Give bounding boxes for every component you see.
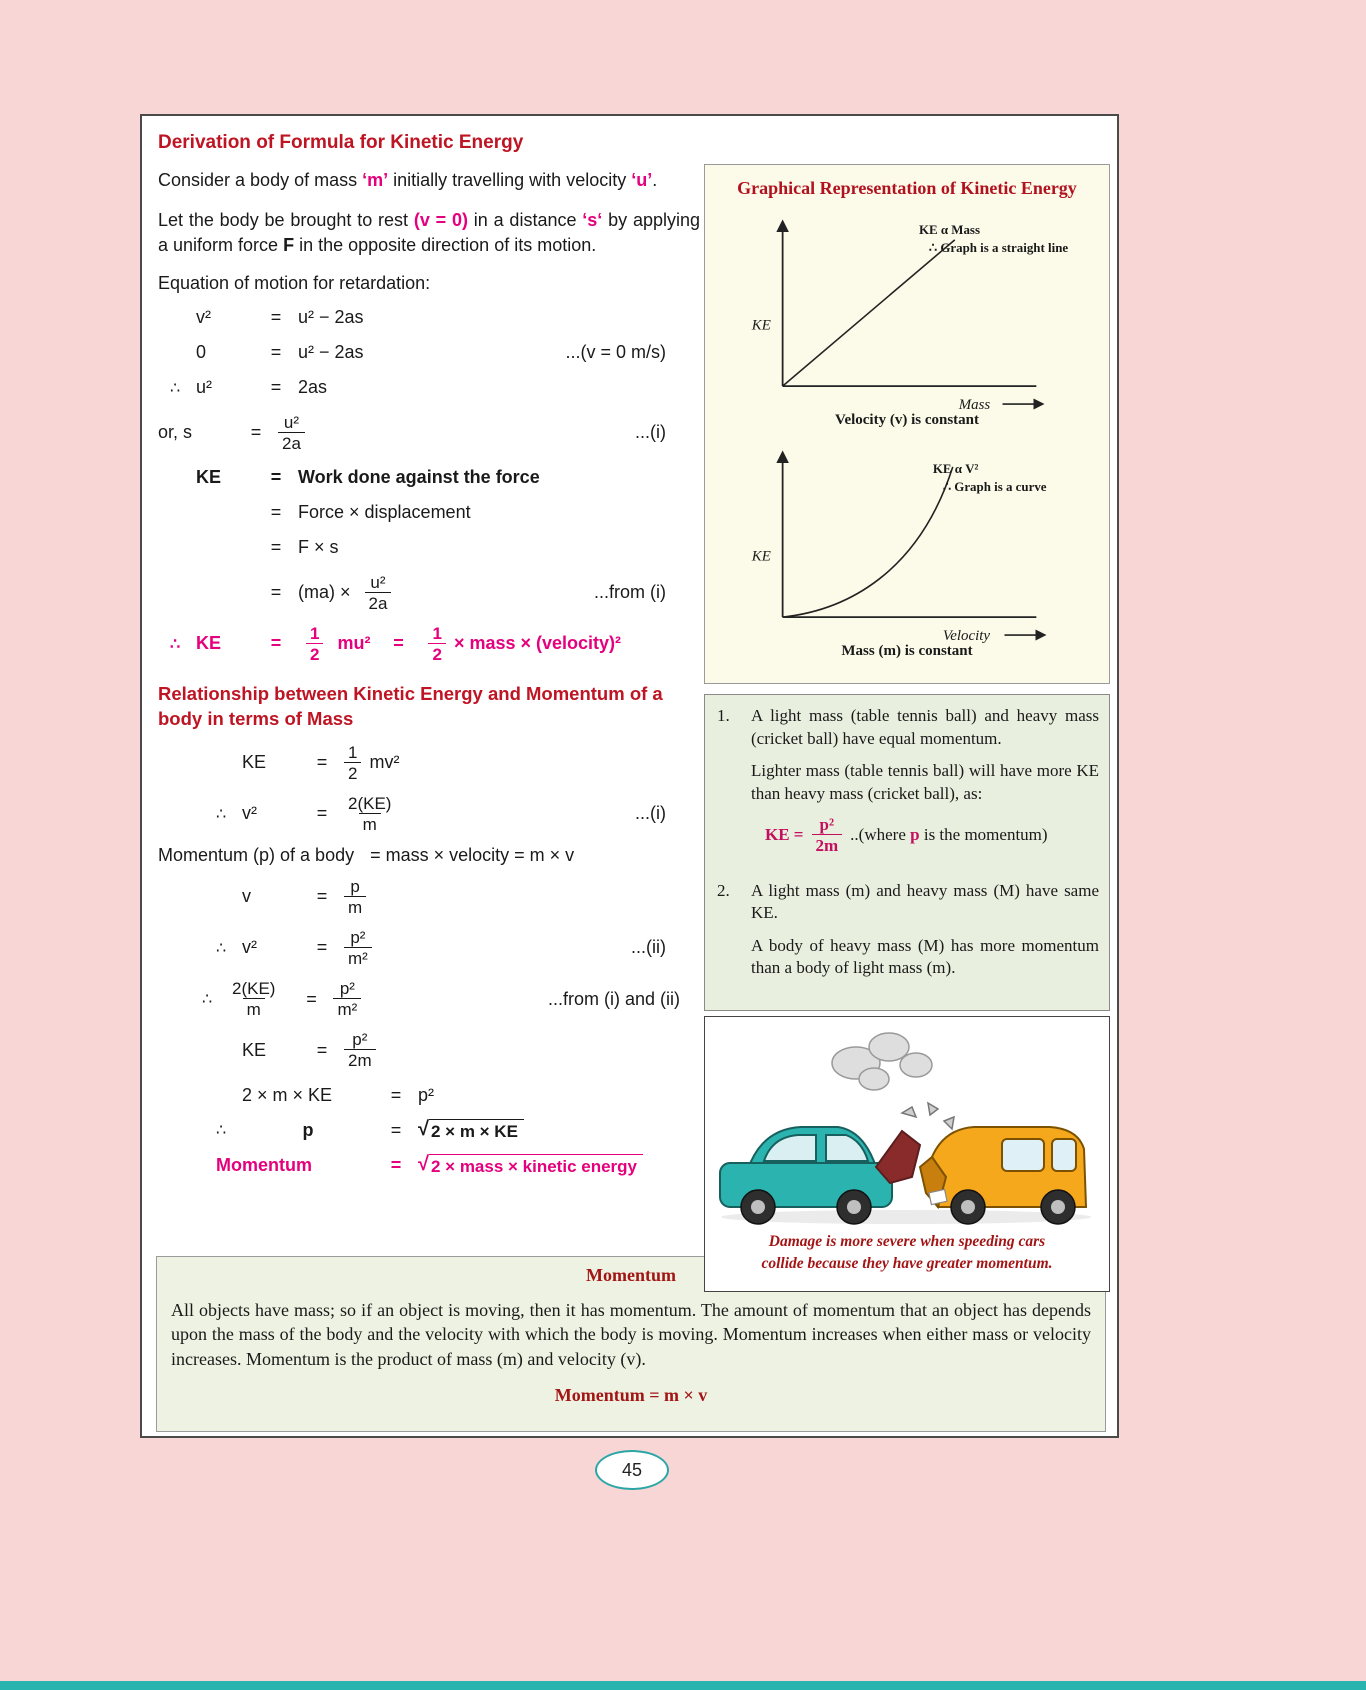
equals-sign: = bbox=[316, 886, 328, 907]
highlight-u: ‘u’ bbox=[631, 170, 653, 190]
equation-row-6 bbox=[158, 499, 700, 527]
equals-sign: = bbox=[316, 1039, 328, 1060]
momentum-formula: Momentum = m × v bbox=[554, 1385, 708, 1406]
fraction-denominator: m² bbox=[344, 947, 372, 968]
rel-row-7 bbox=[158, 1081, 700, 1109]
caption-line-2: collide because they have greater momentum. bbox=[761, 1255, 1053, 1273]
eq-lhs: v² bbox=[196, 307, 211, 328]
paragraph: A light mass (table tennis ball) and heavy mass (cricket ball) have equal momentum. bbox=[751, 706, 1099, 748]
eq-lhs: 2 × m × KE bbox=[242, 1084, 333, 1105]
eq-lhs: KE bbox=[242, 1039, 267, 1060]
fraction bbox=[306, 624, 323, 664]
highlight-v0: (v = 0) bbox=[413, 209, 468, 230]
equation-row-1 bbox=[158, 304, 700, 332]
therefore-symbol: ∴ bbox=[216, 805, 227, 823]
fraction bbox=[344, 877, 366, 917]
list-item bbox=[713, 880, 1099, 990]
graph-annotation-2: ∴ Graph is a curve bbox=[942, 478, 1047, 494]
equals-sign: = bbox=[270, 502, 282, 523]
list-item bbox=[713, 705, 1099, 870]
eq-lhs: v² bbox=[242, 937, 257, 958]
equals-sign: = bbox=[270, 633, 282, 654]
section-heading: Relationship between Kinetic Energy and Momentum of a body in terms of Mass bbox=[158, 682, 663, 729]
equals-sign: = bbox=[270, 537, 282, 558]
equals-sign: = bbox=[270, 307, 282, 328]
eq-rhs: u² − 2as bbox=[298, 342, 364, 363]
highlight-s: ‘s‘ bbox=[582, 209, 603, 230]
momentum-definition-line bbox=[158, 845, 700, 866]
fraction-numerator: p² bbox=[350, 927, 366, 947]
formula-lhs: KE = bbox=[765, 825, 804, 845]
equals-sign: = bbox=[316, 752, 328, 773]
square-root bbox=[418, 1119, 524, 1142]
fraction-denominator: 2m bbox=[812, 834, 843, 855]
eq-tail: mv² bbox=[369, 752, 400, 773]
fraction-numerator: 1 bbox=[432, 623, 442, 643]
eq-lhs: v bbox=[242, 886, 251, 907]
fraction-denominator: m bbox=[243, 998, 265, 1019]
graph-annotation-1: KE α Mass bbox=[918, 221, 981, 237]
fraction-numerator: 2(KE) bbox=[232, 979, 276, 999]
radicand: 2 × mass × kinetic energy bbox=[429, 1154, 643, 1177]
list-text bbox=[751, 705, 1099, 870]
page-number: 45 bbox=[621, 1459, 643, 1480]
fraction bbox=[812, 815, 843, 855]
graph-caption: Mass (m) is constant bbox=[841, 642, 973, 659]
eq-tail: × mass × (velocity)² bbox=[453, 633, 622, 654]
therefore-symbol: ∴ bbox=[216, 939, 227, 957]
text-run: Momentum (p) of a body bbox=[158, 844, 355, 865]
fraction-numerator: p bbox=[350, 876, 360, 896]
fraction bbox=[344, 743, 361, 783]
equation-row-8 bbox=[158, 573, 700, 613]
eq-lhs: v² bbox=[242, 803, 257, 824]
eq-lhs: KE bbox=[196, 467, 222, 488]
ground-shadow bbox=[721, 1210, 1091, 1224]
crumpled-hood bbox=[876, 1131, 920, 1183]
eq-lhs: or, s bbox=[158, 422, 193, 443]
formula-note bbox=[850, 824, 1047, 847]
straight-line-plot bbox=[783, 239, 955, 385]
equation-row-5 bbox=[158, 464, 700, 492]
intro-paragraph-1 bbox=[158, 168, 700, 194]
equals-sign: = bbox=[270, 342, 282, 363]
equals-sign: = bbox=[316, 937, 328, 958]
eq-lhs: KE bbox=[196, 633, 222, 654]
rel-row-6 bbox=[158, 1030, 700, 1070]
debris bbox=[902, 1103, 954, 1129]
car-collision-panel bbox=[704, 1016, 1110, 1292]
text-run: . bbox=[652, 170, 658, 190]
highlight-m: ‘m’ bbox=[362, 170, 389, 190]
car-caption bbox=[705, 1231, 1109, 1276]
therefore-symbol: ∴ bbox=[202, 991, 213, 1009]
text-run: is the momentum) bbox=[919, 825, 1048, 845]
equals-sign: = bbox=[390, 1084, 402, 1105]
fraction-numerator: p² bbox=[339, 979, 355, 999]
ke-vs-mass-graph bbox=[708, 204, 1106, 416]
graph-panel bbox=[704, 164, 1110, 684]
eq-lhs: 0 bbox=[196, 342, 207, 363]
fraction-numerator: p² bbox=[352, 1030, 368, 1050]
therefore-symbol: ∴ bbox=[170, 635, 181, 653]
paragraph: A light mass (m) and heavy mass (M) have same KE. bbox=[751, 880, 1099, 923]
intro-paragraph-2 bbox=[158, 208, 700, 259]
text-run: ..(where bbox=[850, 825, 911, 845]
eq-mid: mu² bbox=[337, 633, 371, 654]
equals-sign: = bbox=[306, 988, 317, 1009]
momentum-heading: Momentum bbox=[586, 1265, 676, 1285]
rel-row-8 bbox=[158, 1116, 700, 1144]
highlight-p: p bbox=[910, 825, 920, 845]
x-axis-label: Mass bbox=[958, 396, 991, 413]
equals-sign: = bbox=[270, 467, 282, 488]
paragraph: Lighter mass (table tennis ball) will have more KE than heavy mass (cricket ball), as: bbox=[751, 761, 1099, 803]
momentum-paragraph: All objects have mass; so if an object is moving, then it has momentum. The amount of momentum that an object has depends upon the mass of the body and the velocity with which the body is moving. Momentum increases when either mass or velocity increases. Momentum is the product of mass (m) and velocity (v). bbox=[171, 1300, 1091, 1369]
fraction-numerator: 1 bbox=[348, 742, 358, 762]
eq-note: ...(i) bbox=[635, 422, 666, 443]
fraction-denominator: 2 bbox=[428, 643, 445, 664]
eq-lhs: KE bbox=[242, 752, 267, 773]
fraction-numerator: p² bbox=[819, 815, 835, 835]
ke-vs-velocity-graph bbox=[708, 435, 1106, 647]
x-axis-label: Velocity bbox=[942, 627, 991, 644]
fraction-denominator: m bbox=[344, 896, 366, 917]
fraction-denominator: 2 bbox=[344, 762, 361, 783]
page-title: Derivation of Formula for Kinetic Energy bbox=[158, 132, 524, 153]
radicand: 2 × m × KE bbox=[429, 1119, 524, 1142]
fraction-denominator: 2a bbox=[365, 592, 392, 613]
therefore-symbol: ∴ bbox=[170, 379, 181, 397]
graph-annotation-1: KE α V² bbox=[932, 460, 979, 476]
graph-panel-title: Graphical Representation of Kinetic Energy bbox=[737, 178, 1077, 198]
rel-row-5 bbox=[158, 979, 700, 1019]
rel-row-9 bbox=[158, 1151, 700, 1179]
fraction bbox=[333, 979, 361, 1019]
car-collision-illustration bbox=[705, 1017, 1107, 1229]
eq-lhs: u² bbox=[196, 377, 213, 398]
fraction-numerator: 1 bbox=[310, 623, 320, 643]
fraction-numerator: 2(KE) bbox=[348, 793, 392, 813]
smoke-cloud bbox=[832, 1033, 932, 1090]
content-panel bbox=[140, 114, 1119, 1438]
list-number: 1. bbox=[717, 706, 730, 725]
derivation-column bbox=[158, 126, 700, 1186]
eq-note: ...(i) bbox=[635, 803, 666, 824]
fraction bbox=[344, 794, 395, 834]
equation-intro: Equation of motion for retardation: bbox=[158, 272, 431, 293]
fraction bbox=[428, 624, 445, 664]
rel-row-2 bbox=[158, 794, 700, 834]
radical-sign: √ bbox=[418, 1152, 429, 1175]
eq-note: ...(ii) bbox=[631, 937, 666, 958]
equals-sign: = bbox=[316, 803, 328, 824]
eq-rhs: 2as bbox=[298, 377, 328, 398]
graph-annotation-2: ∴ Graph is a straight line bbox=[928, 239, 1069, 255]
text-run: Consider a body of mass bbox=[158, 170, 363, 190]
equals-sign: = bbox=[250, 422, 262, 443]
equals-sign: = bbox=[270, 377, 282, 398]
fraction-denominator: 2 bbox=[306, 643, 323, 664]
relationship-section bbox=[158, 682, 700, 1179]
highlight-f: F bbox=[283, 235, 295, 256]
eq-lhs: p bbox=[302, 1119, 314, 1140]
eq-note: ...(v = 0 m/s) bbox=[565, 342, 666, 363]
rel-row-1 bbox=[158, 743, 700, 783]
eq-note: ...from (i) bbox=[594, 582, 666, 603]
eq-rhs: p² bbox=[418, 1084, 435, 1105]
fraction bbox=[344, 1030, 376, 1070]
text-run: in the opposite direction of its motion. bbox=[294, 235, 597, 256]
graph-caption: Velocity (v) is constant bbox=[834, 411, 980, 428]
curve-plot bbox=[783, 466, 953, 616]
equation-row-3 bbox=[158, 374, 700, 402]
text-run: = mass × velocity = m × v bbox=[370, 844, 575, 865]
eq-prefix: (ma) × bbox=[298, 582, 351, 603]
text-run: Let the body be brought to rest bbox=[158, 209, 414, 230]
text-run: by applying a uniform force bbox=[158, 209, 700, 256]
eq-rhs: u² − 2as bbox=[298, 307, 364, 328]
text-run: initially travelling with velocity bbox=[388, 170, 632, 190]
fraction-numerator: u² bbox=[283, 412, 300, 432]
page-edge-strip bbox=[0, 1681, 1366, 1690]
fraction bbox=[344, 928, 372, 968]
equals-sign: = bbox=[390, 1119, 402, 1140]
fraction-denominator: m bbox=[359, 813, 381, 834]
ke-momentum-formula bbox=[765, 815, 1099, 855]
list-text bbox=[751, 880, 1099, 990]
y-axis-label: KE bbox=[751, 547, 771, 564]
radical-sign: √ bbox=[418, 1117, 429, 1140]
equation-row-4 bbox=[158, 413, 700, 453]
equals-sign: = bbox=[390, 1154, 402, 1175]
equals-sign: = bbox=[393, 633, 404, 654]
key-points-panel bbox=[704, 694, 1110, 1011]
fraction-denominator: 2m bbox=[344, 1049, 376, 1070]
eq-rhs: F × s bbox=[298, 537, 339, 558]
equation-row-2 bbox=[158, 339, 700, 367]
paragraph: A body of heavy mass (M) has more momentum than a body of light mass (m). bbox=[751, 935, 1099, 978]
y-axis-label: KE bbox=[751, 316, 771, 333]
eq-note: ...from (i) and (ii) bbox=[547, 988, 680, 1009]
eq-rhs: Force × displacement bbox=[298, 502, 471, 523]
caption-line-1: Damage is more severe when speeding cars bbox=[768, 1233, 1046, 1250]
fraction-denominator: 2a bbox=[278, 432, 305, 453]
therefore-symbol: ∴ bbox=[216, 1122, 227, 1140]
eq-rhs: Work done against the force bbox=[298, 467, 540, 488]
fraction bbox=[278, 413, 305, 453]
ke-result-row bbox=[158, 624, 700, 664]
fraction-numerator: u² bbox=[370, 572, 386, 592]
page-number-badge bbox=[595, 1450, 669, 1490]
rel-row-4 bbox=[158, 928, 700, 968]
text-run: in a distance bbox=[467, 209, 583, 230]
list-number: 2. bbox=[717, 880, 730, 900]
fraction bbox=[228, 979, 279, 1019]
eq-lhs: Momentum bbox=[216, 1154, 312, 1175]
rel-row-3 bbox=[158, 877, 700, 917]
fraction bbox=[365, 573, 392, 613]
square-root bbox=[418, 1154, 643, 1177]
equation-row-7 bbox=[158, 534, 700, 562]
fraction-denominator: m² bbox=[333, 998, 361, 1019]
equals-sign: = bbox=[270, 582, 282, 603]
